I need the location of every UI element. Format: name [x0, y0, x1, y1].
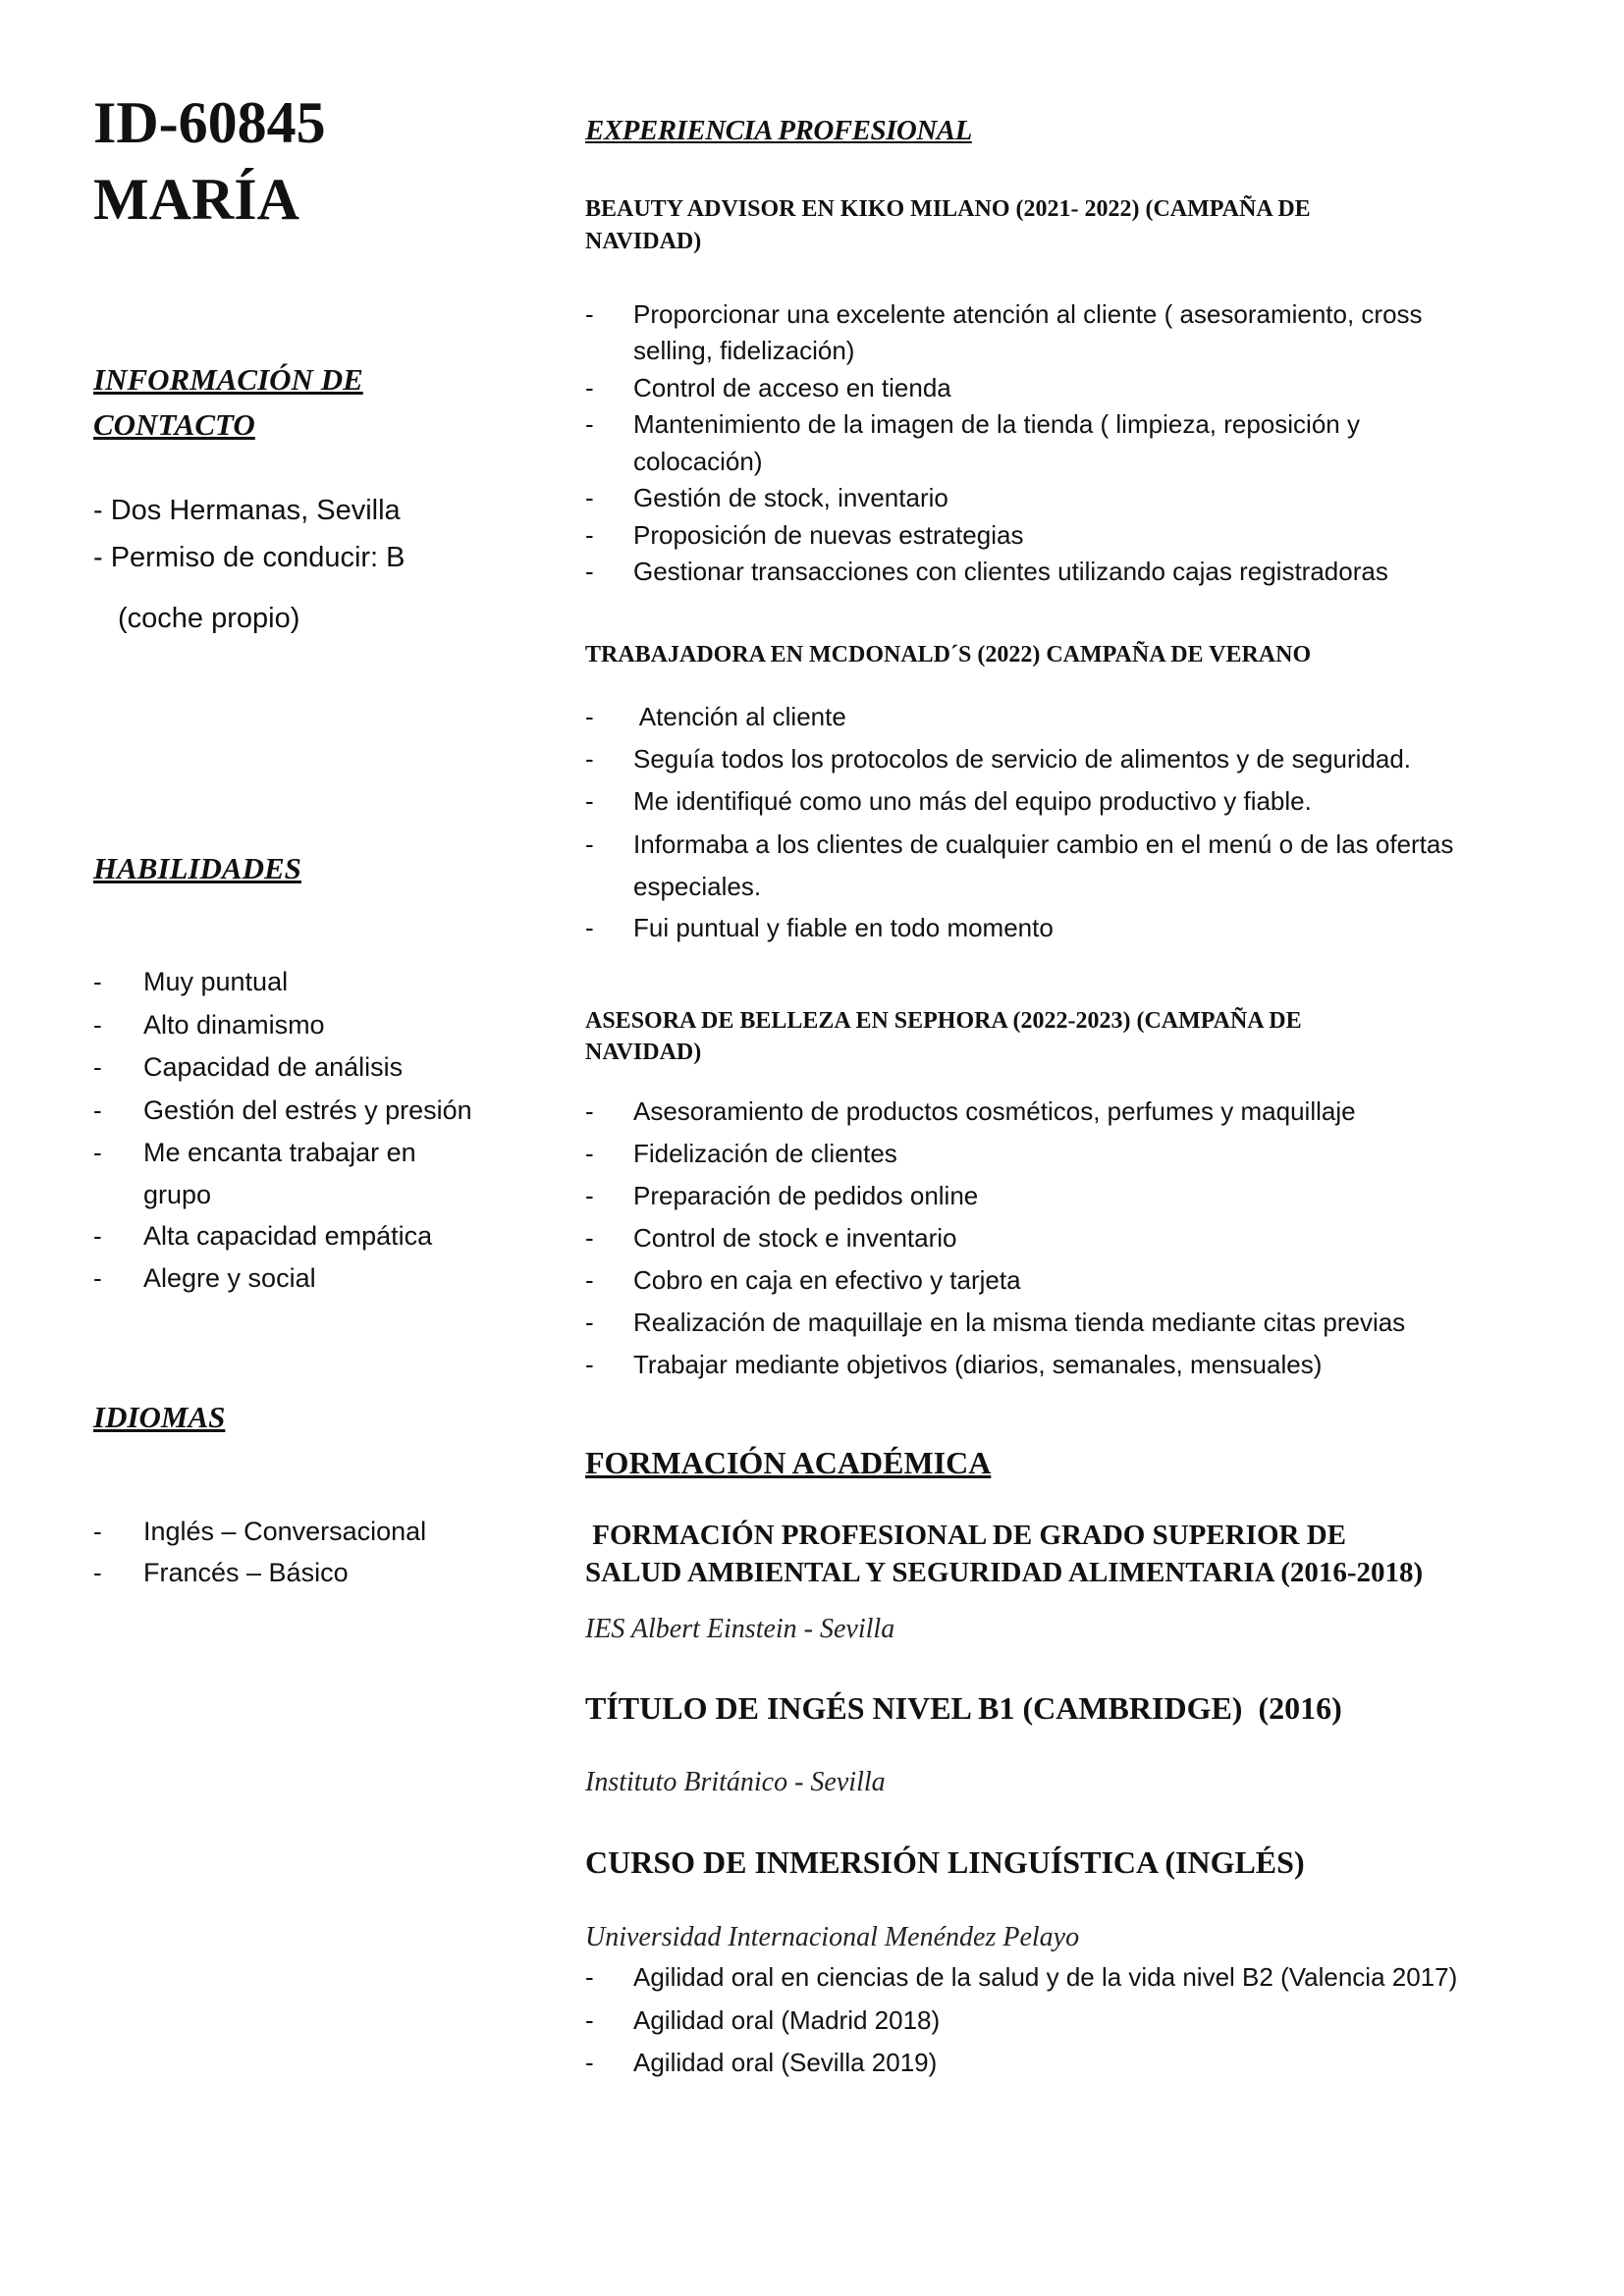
bullet-dash: - [93, 1010, 102, 1040]
bullet-dash: - [93, 1138, 102, 1167]
job-bullet: Realización de maquillaje en la misma tienda mediante citas previas [633, 1308, 1406, 1337]
bullet-dash: - [585, 299, 594, 329]
contact-car: (coche propio) [118, 603, 300, 634]
education-title: CURSO DE INMERSIÓN LINGUÍSTICA (INGLÉS) [585, 1844, 1305, 1880]
job-bullet: Asesoramiento de productos cosméticos, perfumes y maquillaje [633, 1096, 1356, 1126]
job-title: TRABAJADORA EN MCDONALD´S (2022) CAMPAÑA DE VERANO [585, 642, 1312, 667]
bullet-dash: - [585, 1350, 594, 1379]
skill-item: Me encanta trabajar en [143, 1138, 416, 1167]
job-bullet: Proposición de nuevas estrategias [633, 520, 1024, 550]
bullet-dash: - [585, 1139, 594, 1168]
education-title-cont: SALUD AMBIENTAL Y SEGURIDAD ALIMENTARIA (2016-2018) [585, 1557, 1424, 1588]
bullet-dash: - [585, 1265, 594, 1295]
education-institution: Instituto Británico - Sevilla [585, 1767, 886, 1797]
education-title: FORMACIÓN PROFESIONAL DE GRADO SUPERIOR DE [585, 1520, 1346, 1551]
job-title-cont: NAVIDAD) [585, 1040, 702, 1065]
job-bullet: Gestión de stock, inventario [633, 483, 948, 512]
course-item: Agilidad oral (Sevilla 2019) [633, 2048, 938, 2077]
contact-heading-2: CONTACTO [93, 407, 255, 442]
skill-item: Gestión del estrés y presión [143, 1095, 472, 1125]
bullet-dash: - [93, 1517, 102, 1546]
education-heading: FORMACIÓN ACADÉMICA [585, 1445, 992, 1480]
job-bullet-cont: especiales. [633, 872, 762, 901]
job-bullet: Gestionar transacciones con clientes utilizando cajas registradoras [633, 557, 1388, 586]
course-item: Agilidad oral en ciencias de la salud y de la vida nivel B2 (Valencia 2017) [633, 1962, 1458, 1992]
job-title: ASESORA DE BELLEZA EN SEPHORA (2022-2023) (CAMPAÑA DE [585, 1008, 1302, 1034]
bullet-dash: - [585, 2005, 594, 2035]
bullet-dash: - [585, 829, 594, 859]
job-bullet: Preparación de pedidos online [633, 1181, 979, 1210]
bullet-dash: - [93, 1221, 102, 1251]
skill-item: Muy puntual [143, 967, 289, 996]
bullet-dash: - [585, 1223, 594, 1253]
job-bullet-cont: colocación) [633, 447, 763, 476]
contact-location: - Dos Hermanas, Sevilla [93, 495, 401, 526]
bullet-dash: - [585, 520, 594, 550]
bullet-dash: - [585, 1308, 594, 1337]
job-bullet: Cobro en caja en efectivo y tarjeta [633, 1265, 1021, 1295]
education-institution: IES Albert Einstein - Sevilla [585, 1614, 895, 1644]
bullet-dash: - [585, 913, 594, 942]
bullet-dash: - [585, 1962, 594, 1992]
job-bullet: Fidelización de clientes [633, 1139, 897, 1168]
candidate-name: MARÍA [93, 167, 299, 232]
job-bullet: Seguía todos los protocolos de servicio de alimentos y de seguridad. [633, 744, 1412, 774]
job-bullet: Informaba a los clientes de cualquier cambio en el menú o de las ofertas [633, 829, 1454, 859]
skill-item: Alto dinamismo [143, 1010, 325, 1040]
bullet-dash: - [93, 1263, 102, 1293]
job-title: BEAUTY ADVISOR EN KIKO MILANO (2021- 2022) (CAMPAÑA DE [585, 196, 1311, 222]
job-bullet: Me identifiqué como uno más del equipo productivo y fiable. [633, 786, 1312, 816]
bullet-dash: - [585, 1096, 594, 1126]
candidate-id: ID-60845 [93, 90, 326, 155]
bullet-dash: - [585, 409, 594, 439]
bullet-dash: - [93, 1095, 102, 1125]
languages-heading: IDIOMAS [93, 1400, 226, 1434]
experience-heading: EXPERIENCIA PROFESIONAL [585, 115, 972, 146]
skill-item: Alegre y social [143, 1263, 316, 1293]
job-bullet: Control de acceso en tienda [633, 373, 951, 402]
job-bullet-cont: selling, fidelización) [633, 336, 855, 365]
bullet-dash: - [93, 1558, 102, 1587]
bullet-dash: - [93, 1052, 102, 1082]
education-title: TÍTULO DE INGÉS NIVEL B1 (CAMBRIDGE) (2016) [585, 1690, 1342, 1726]
job-bullet: Proporcionar una excelente atención al cliente ( asesoramiento, cross [633, 299, 1423, 329]
bullet-dash: - [585, 483, 594, 512]
bullet-dash: - [93, 967, 102, 996]
skill-item-continuation: grupo [143, 1180, 212, 1209]
skills-heading: HABILIDADES [93, 851, 301, 885]
bullet-dash: - [585, 557, 594, 586]
bullet-dash: - [585, 1181, 594, 1210]
language-item: Inglés – Conversacional [143, 1517, 427, 1546]
language-item: Francés – Básico [143, 1558, 349, 1587]
skill-item: Capacidad de análisis [143, 1052, 404, 1082]
contact-license: - Permiso de conducir: B [93, 542, 406, 573]
contact-heading: INFORMACIÓN DE [93, 362, 363, 397]
job-bullet: Trabajar mediante objetivos (diarios, semanales, mensuales) [633, 1350, 1323, 1379]
education-institution: Universidad Internacional Menéndez Pelayo [585, 1922, 1080, 1952]
bullet-dash: - [585, 744, 594, 774]
bullet-dash: - [585, 786, 594, 816]
bullet-dash: - [585, 2048, 594, 2077]
job-bullet: Fui puntual y fiable en todo momento [633, 913, 1054, 942]
course-item: Agilidad oral (Madrid 2018) [633, 2005, 941, 2035]
job-title-cont: NAVIDAD) [585, 229, 702, 254]
job-bullet: Mantenimiento de la imagen de la tienda ( limpieza, reposición y [633, 409, 1360, 439]
job-bullet: Control de stock e inventario [633, 1223, 957, 1253]
skill-item: Alta capacidad empática [143, 1221, 433, 1251]
bullet-dash: - [585, 373, 594, 402]
job-bullet: Atención al cliente [633, 702, 846, 731]
bullet-dash: - [585, 702, 594, 731]
